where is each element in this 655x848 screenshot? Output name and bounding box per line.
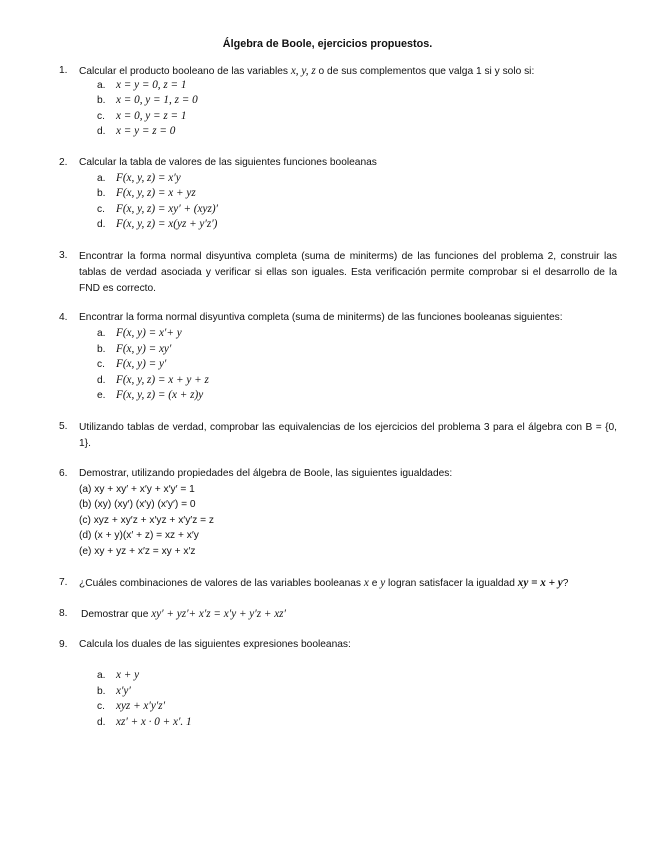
problem-6-item: (c) xyz + xy′z + x′yz + x′y′z = z xyxy=(79,515,215,526)
problem-2-number: 2. xyxy=(59,157,68,168)
problem-2-item-letter: c. xyxy=(97,204,105,215)
problem-4-text: Encontrar la forma normal disyuntiva completa (suma de miniterms) de las funciones booleanas siguientes: xyxy=(79,312,563,323)
problem-6-item: (b) (xy) (xy′) (x′y) (x′y′) = 0 xyxy=(79,499,196,510)
problem-7-text: ¿Cuáles combinaciones de valores de las variables booleanas xyxy=(79,578,362,589)
problem-7-number: 7. xyxy=(59,577,68,588)
problem-2-item-expr: F(x, y, z) = x′y xyxy=(116,172,181,184)
problem-4-item-expr: F(x, y) = xy′ xyxy=(116,343,172,355)
problem-6-item: (d) (x + y)(x′ + z) = xz + x′y xyxy=(79,530,199,541)
problem-6-item: (e) xy + yz + x′z = xy + x′z xyxy=(79,546,196,557)
problem-4-item-letter: b. xyxy=(97,344,106,355)
problem-9-item-expr: xyz + x′y′z′ xyxy=(116,700,166,712)
problem-7-text2: logran satisfacer la igualdad xyxy=(388,578,515,589)
problem-9-item-expr: x + y xyxy=(116,669,140,681)
problem-7-end: ? xyxy=(562,578,569,589)
problem-2-item-expr: F(x, y, z) = x(yz + y′z′) xyxy=(116,218,218,230)
problem-4-item-letter: c. xyxy=(97,359,105,370)
problem-3-number: 3. xyxy=(59,250,68,261)
problem-4-item-expr: F(x, y) = x′+ y xyxy=(116,327,182,339)
problem-6-item: (a) xy + xy′ + x′y + x′y′ = 1 xyxy=(79,484,195,495)
problem-7-var-y: y xyxy=(380,577,386,589)
problem-7-var-x: x xyxy=(363,577,369,589)
problem-9-number: 9. xyxy=(59,639,68,650)
problem-8-statement xyxy=(81,608,286,620)
problem-3-text: Encontrar la forma normal disyuntiva completa (suma de miniterms) de las funciones del problema 2, construir las tablas de verdad asociada y verificar si ellas son iguales. Esta verificación permite comprobar si el desarrollo de la FND es correcto. xyxy=(79,251,617,294)
problem-1-item-letter: a. xyxy=(97,80,106,91)
problem-8-expr: xy′ + yz′+ x′z = x′y + y′z + xz′ xyxy=(151,608,286,620)
problem-9-item-letter: b. xyxy=(97,686,106,697)
problem-7-statement xyxy=(79,577,568,589)
problem-1-item-letter: c. xyxy=(97,111,105,122)
problem-4-number: 4. xyxy=(59,312,68,323)
problem-1-item-expr: x = 0, y = z = 1 xyxy=(116,110,187,122)
problem-4-item-letter: a. xyxy=(97,328,106,339)
problem-1-statement xyxy=(79,65,534,77)
problem-4-item-expr: F(x, y, z) = x + y + z xyxy=(116,374,209,386)
problem-9-item-expr: xz′ + x · 0 + x′. 1 xyxy=(116,716,192,728)
problem-1-item-expr: x = 0, y = 1, z = 0 xyxy=(116,94,198,106)
problem-1-text: Calcular el producto booleano de las variables xyxy=(79,66,288,77)
problem-9-item-expr: x′y′ xyxy=(116,685,131,697)
problem-2-item-letter: b. xyxy=(97,188,106,199)
problem-7-expr: xy = x + y xyxy=(517,577,563,589)
problem-9-item-letter: a. xyxy=(97,670,106,681)
page-title: Álgebra de Boole, ejercicios propuestos. xyxy=(222,38,433,50)
problem-9-item-letter: d. xyxy=(97,717,106,728)
problem-2-item-letter: d. xyxy=(97,219,106,230)
problem-4-item-expr: F(x, y, z) = (x + z)y xyxy=(116,389,204,401)
problem-4-item-letter: e. xyxy=(97,390,106,401)
problem-8-number: 8. xyxy=(59,608,68,619)
problem-1-number: 1. xyxy=(59,65,68,76)
problem-9-item-letter: c. xyxy=(97,701,105,712)
problem-1-item-expr: x = y = 0, z = 1 xyxy=(116,79,187,91)
problem-1-item-letter: b. xyxy=(97,95,106,106)
problem-4-item-expr: F(x, y) = y′ xyxy=(116,358,167,370)
problem-4-item-letter: d. xyxy=(97,375,106,386)
problem-5-text: Utilizando tablas de verdad, comprobar las equivalencias de los ejercicios del problema 3 para el álgebra con B = {0, 1}. xyxy=(79,422,617,449)
problem-7-conj: e xyxy=(371,578,378,589)
problem-6-text: Demostrar, utilizando propiedades del álgebra de Boole, las siguientes igualdades: xyxy=(79,468,453,479)
problem-2-item-expr: F(x, y, z) = x + yz xyxy=(116,187,196,199)
problem-2-item-letter: a. xyxy=(97,173,106,184)
problem-9-text: Calcula los duales de las siguientes expresiones booleanas: xyxy=(79,639,351,650)
problem-8-text: Demostrar que xyxy=(81,609,149,620)
problem-1-item-expr: x = y = z = 0 xyxy=(116,125,176,137)
problem-1-vars: x, y, z xyxy=(290,65,316,77)
problem-2-text: Calcular la tabla de valores de las siguientes funciones booleanas xyxy=(79,157,377,168)
problem-2-item-expr: F(x, y, z) = xy′ + (xyz)′ xyxy=(116,203,218,215)
problem-6-number: 6. xyxy=(59,468,68,479)
problem-1-text2: o de sus complementos que valga 1 si y solo si: xyxy=(318,66,535,77)
problem-5-number: 5. xyxy=(59,421,68,432)
problem-1-item-letter: d. xyxy=(97,126,106,137)
